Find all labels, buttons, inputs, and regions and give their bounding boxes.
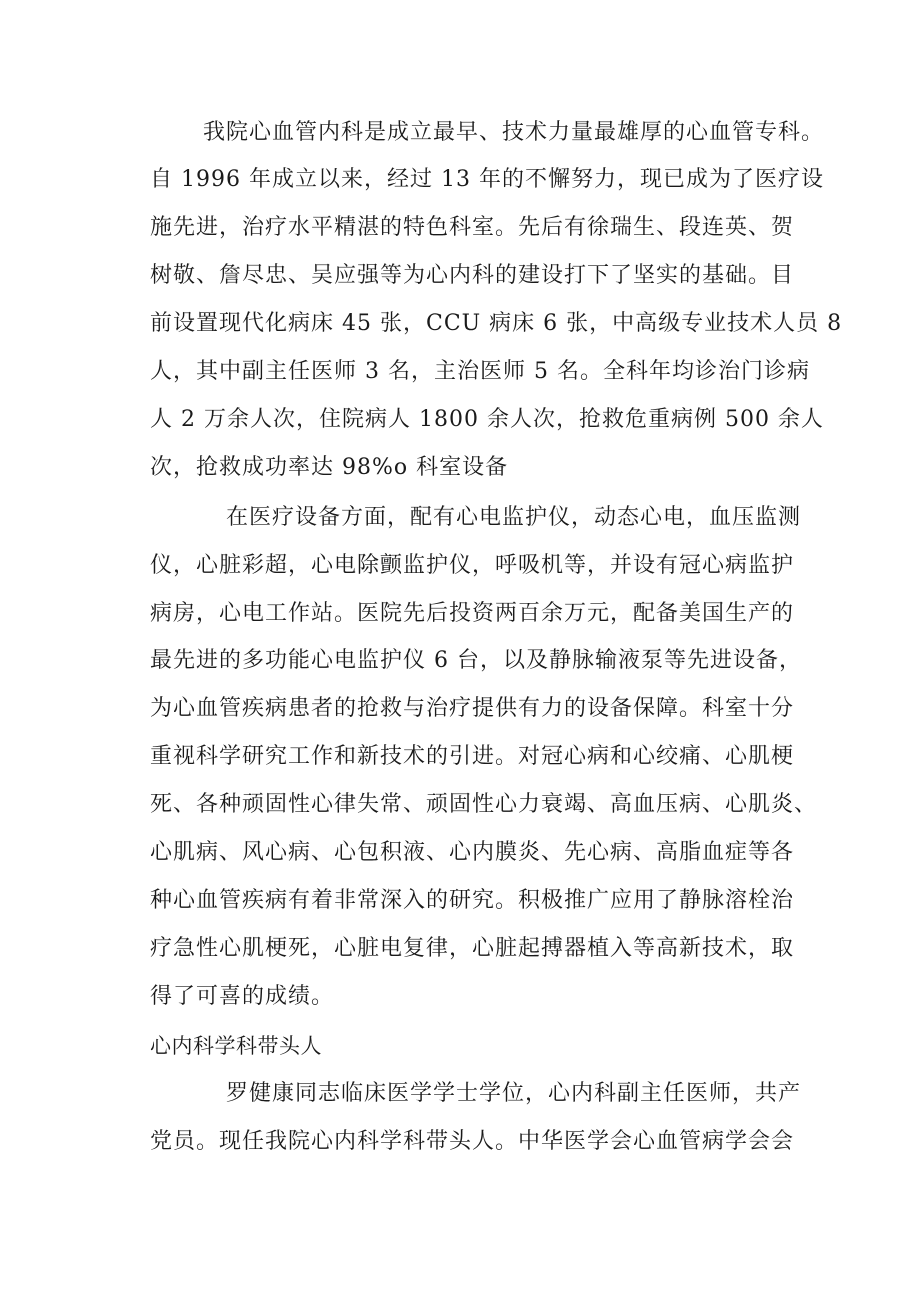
paragraph-2-line-10: 疗急性心肌梗死，心脏电复律，心脏起搏器植入等高新技术，取 — [150, 936, 795, 961]
paragraph-2-line-8: 心肌病、风心病、心包积液、心内膜炎、先心病、高脂血症等各 — [150, 840, 795, 865]
paragraph-2-line-3: 病房，心电工作站。医院先后投资两百余万元，配备美国生产的 — [150, 601, 795, 626]
paragraph-1-line-5: 前设置现代化病床 45 张，CCU 病床 6 张，中高级专业技术人员 8 — [150, 311, 843, 336]
section-heading: 心内科学科带头人 — [150, 1034, 322, 1058]
paragraph-2-line-6: 重视科学研究工作和新技术的引进。对冠心病和心绞痛、心肌梗 — [150, 744, 795, 769]
paragraph-1-line-2: 自 1996 年成立以来，经过 13 年的不懈努力，现已成为了医疗设 — [150, 167, 824, 192]
paragraph-1-line-6: 人，其中副主任医师 3 名，主治医师 5 名。全科年均诊治门诊病 — [150, 359, 810, 384]
paragraph-1-line-8: 次，抢救成功率达 98%o 科室设备 — [150, 455, 509, 480]
paragraph-2-line-5: 为心血管疾病患者的抢救与治疗提供有力的设备保障。科室十分 — [150, 696, 795, 721]
paragraph-3-line-1: 罗健康同志临床医学学士学位，心内科副主任医师，共产 — [226, 1081, 802, 1106]
paragraph-1-line-3: 施先进，治疗水平精湛的特色科室。先后有徐瑞生、段连英、贺 — [150, 215, 795, 240]
paragraph-1-line-4: 树敬、詹尽忠、吴应强等为心内科的建设打下了坚实的基础。目 — [150, 263, 795, 288]
paragraph-1-line-7: 人 2 万余人次，住院病人 1800 余人次，抢救危重病例 500 余人 — [150, 407, 824, 432]
paragraph-1-line-1: 我院心血管内科是成立最早、技术力量最雄厚的心血管专科。 — [203, 120, 825, 145]
paragraph-2-line-11: 得了可喜的成绩。 — [150, 984, 335, 1009]
paragraph-2-line-7: 死、各种顽固性心律失常、顽固性心力衰竭、高血压病、心肌炎、 — [150, 792, 818, 817]
paragraph-2-line-4: 最先进的多功能心电监护仪 6 台，以及静脉输液泵等先进设备， — [150, 648, 802, 673]
paragraph-2-line-2: 仪，心脏彩超，心电除颤监护仪，呼吸机等，并设有冠心病监护 — [150, 553, 795, 578]
paragraph-3-line-2: 党员。现任我院心内科学科带头人。中华医学会心血管病学会会 — [150, 1129, 795, 1154]
paragraph-2-line-1: 在医疗设备方面，配有心电监护仪，动态心电，血压监测 — [226, 505, 802, 530]
paragraph-2-line-9: 种心血管疾病有着非常深入的研究。积极推广应用了静脉溶栓治 — [150, 888, 795, 913]
